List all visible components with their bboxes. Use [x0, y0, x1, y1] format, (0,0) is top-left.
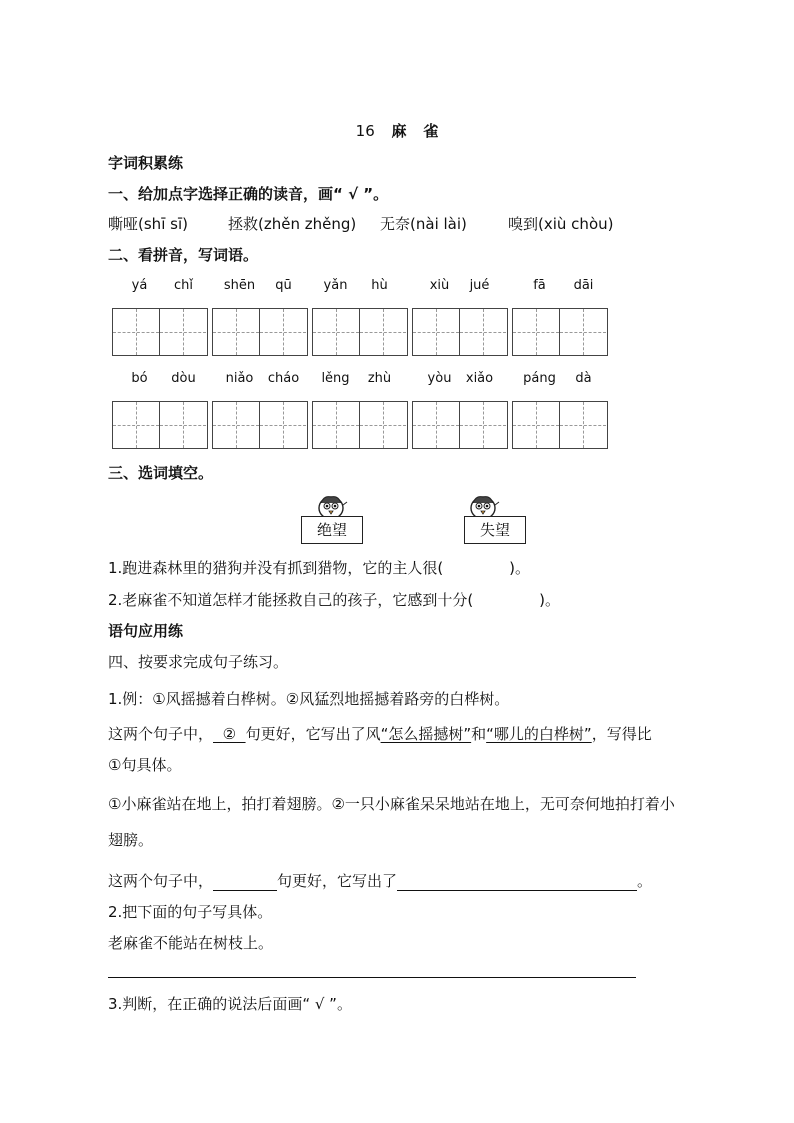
q4-ans-text-a: 这两个句子中， [108, 725, 214, 743]
writing-box[interactable] [212, 308, 308, 356]
q4-example-answer-cont: ①句具体。 [108, 756, 182, 774]
pinyin: bó [131, 371, 148, 386]
q1-heading: 一、给加点字选择正确的读音，画“ √ ”。 [108, 185, 389, 203]
q1-item-1-word: 嘶哑 [108, 215, 139, 233]
writing-box[interactable] [312, 308, 408, 356]
writing-box[interactable] [412, 401, 508, 449]
title-number: 16 [355, 122, 375, 140]
pinyin: páng [523, 371, 556, 386]
q1-item-3 [380, 213, 467, 234]
writing-box[interactable] [512, 308, 608, 356]
q1-item-2-options[interactable]: (zhěn zhěng) [258, 215, 357, 233]
q3-s1-text: 1.跑进森林里的猎狗并没有抓到猎物，它的主人很( [108, 559, 444, 577]
q2-heading: 二、看拼音，写词语。 [108, 246, 259, 264]
q4-fill-text-a: 这两个句子中， [108, 872, 214, 890]
writing-box[interactable] [212, 401, 308, 449]
q4-fill-blank-1[interactable] [213, 872, 277, 891]
q3-s2-text: 2.老麻雀不知道怎样才能拯救自己的孩子，它感到十分( [108, 591, 474, 609]
q3-sentence-2 [108, 589, 560, 610]
q4-fill-text-b: 句更好，它写出了 [277, 872, 398, 890]
q4-ans-underlined-num [213, 725, 246, 743]
pinyin: dāi [573, 278, 594, 293]
section-heading-vocabulary: 字词积累练 [108, 154, 184, 172]
q3-s2-end: )。 [539, 591, 561, 609]
pinyin: zhù [367, 371, 392, 386]
q4-ans-num: ② [222, 725, 237, 743]
q4-task-2-sentence: 老麻雀不能站在树枝上。 [108, 934, 274, 952]
q4-example-1: 1.例：①风摇撼着白桦树。②风猛烈地摇撼着路旁的白桦树。 [108, 690, 510, 708]
q4-example-2-line-2: 翅膀。 [108, 831, 154, 849]
page-title [0, 120, 794, 141]
pinyin: xiǎo [465, 371, 494, 386]
pinyin: yǎn [323, 278, 348, 293]
q4-fill-line [108, 870, 652, 891]
q1-item-3-options[interactable]: (nài lài) [410, 215, 467, 233]
q4-example-answer [108, 723, 652, 744]
pinyin: dà [575, 371, 592, 386]
pinyin: niǎo [225, 371, 254, 386]
q3-heading: 三、选词填空。 [108, 464, 214, 482]
q4-heading: 四、按要求完成句子练习。 [108, 653, 289, 671]
q4-ans-text-c: 句更好，它写出了风 [245, 725, 381, 743]
q1-item-4 [508, 213, 613, 234]
pinyin: dòu [171, 371, 196, 386]
q1-item-4-options[interactable]: (xiù chòu) [538, 215, 614, 233]
q4-ans-phrase-2: “哪儿的白桦树” [486, 725, 592, 743]
title-char-1: 麻 [391, 122, 407, 140]
q4-task-2-title: 2.把下面的句子写具体。 [108, 903, 273, 921]
pinyin: xiù [429, 278, 450, 293]
pinyin: fā [533, 278, 546, 293]
title-char-2: 雀 [423, 122, 439, 140]
pinyin: yá [131, 278, 148, 293]
answer-line[interactable] [108, 977, 636, 978]
q3-sentence-1 [108, 557, 530, 578]
pinyin: cháo [267, 371, 300, 386]
writing-box[interactable] [112, 308, 208, 356]
pinyin: jué [469, 278, 490, 293]
q4-ans-phrase-1: “怎么摇撼树” [380, 725, 472, 743]
pinyin: lěng [321, 371, 350, 386]
q4-fill-end: 。 [637, 872, 653, 890]
q1-item-3-word: 无奈 [380, 215, 411, 233]
q1-item-2-word: 拯救 [228, 215, 259, 233]
q3-s1-end: )。 [509, 559, 531, 577]
pinyin: chǐ [174, 278, 193, 293]
section-heading-sentences: 语句应用练 [108, 622, 184, 640]
q4-ans-text-e: 和 [471, 725, 487, 743]
word-choice-1[interactable]: 绝望 [301, 516, 363, 544]
writing-box[interactable] [412, 308, 508, 356]
writing-box[interactable] [512, 401, 608, 449]
pinyin: hù [371, 278, 388, 293]
pinyin: shēn [223, 278, 256, 293]
q4-example-2-line-1: ①小麻雀站在地上，拍打着翅膀。②一只小麻雀呆呆地站在地上，无可奈何地拍打着小 [108, 795, 675, 813]
q1-item-2 [228, 213, 356, 234]
q1-item-4-word: 嗅到 [508, 215, 539, 233]
q1-item-1 [108, 213, 188, 234]
word-choice-2[interactable]: 失望 [464, 516, 526, 544]
writing-box[interactable] [112, 401, 208, 449]
pinyin: yòu [427, 371, 452, 386]
q4-ans-text-g: ，写得比 [591, 725, 652, 743]
pinyin: qū [275, 278, 292, 293]
writing-box[interactable] [312, 401, 408, 449]
q4-task-3-title: 3.判断，在正确的说法后面画“ √ ”。 [108, 995, 352, 1013]
q1-item-1-options[interactable]: (shī sī) [138, 215, 188, 233]
q4-fill-blank-2[interactable] [397, 872, 637, 891]
